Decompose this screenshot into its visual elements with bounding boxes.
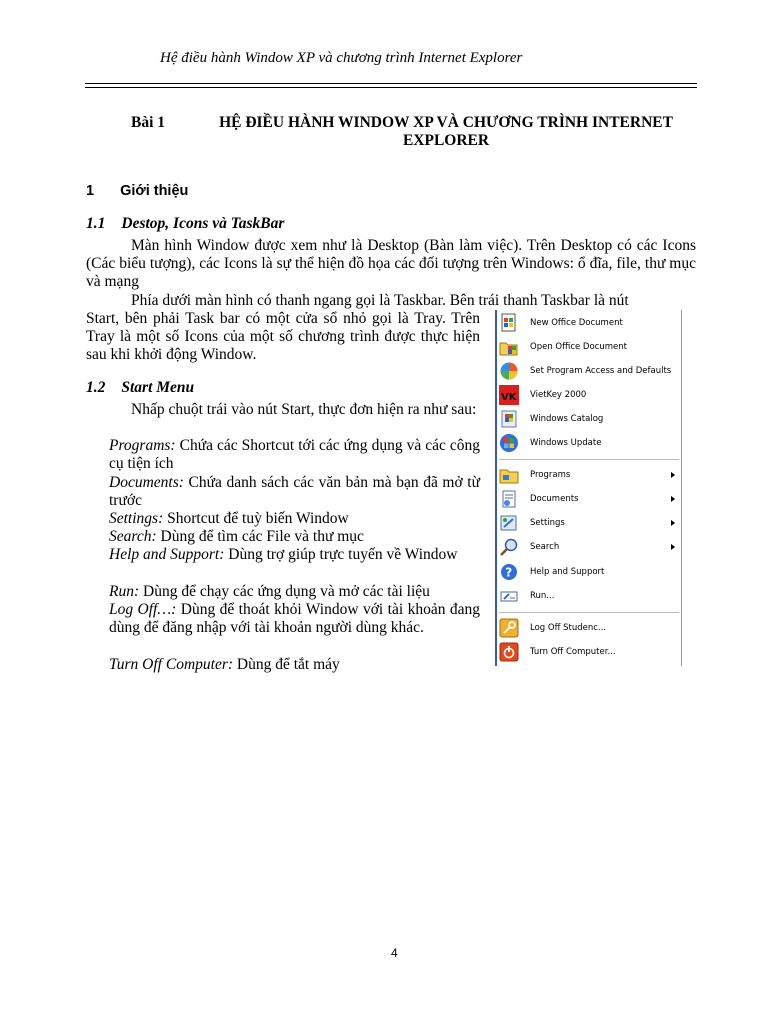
windows-catalog-icon [499,409,519,429]
definition-run [109,583,480,601]
header-rule-top [85,83,697,84]
menu-item-label: Search [530,542,560,552]
menu-item-search[interactable] [499,536,679,558]
definition-search [109,528,480,546]
page-number: 4 [391,946,398,960]
submenu-arrow-icon [671,544,675,550]
menu-right-border [681,310,682,666]
office-new-icon [499,313,519,333]
subsection-heading-1-2 [86,379,194,397]
submenu-arrow-icon [671,520,675,526]
definition-logoff [109,601,480,637]
definition-desc: Shortcut để tuỳ biến Window [167,510,349,527]
definition-term: Turn Off Computer: [109,656,234,673]
menu-item-windows-catalog[interactable] [499,408,679,430]
definition-desc: Dùng để thoát khỏi Window với tài khoản đang dùng để đăng nhập với tài khoản người dùng khác. [109,601,481,637]
menu-item-vietkey[interactable] [499,384,679,406]
logoff-key-icon [499,618,519,638]
menu-separator [499,459,679,460]
definition-term: Search: [109,528,157,545]
help-icon [499,562,519,582]
svg-text:VK: VK [501,392,517,403]
definition-term: Help and Support: [109,546,225,563]
paragraph-desktop: Màn hình Window được xem như là Desktop (Bàn làm việc). Trên Desktop có các Icons (Các biểu tượng), các Icons là sự thể hiện đồ họa các đối tượng trên Windows: ổ đĩa, file, thư mục và mạng [86,237,696,291]
menu-left-border [495,310,497,666]
definition-term: Log Off…: [109,601,177,618]
definition-help [109,546,480,564]
menu-item-documents[interactable] [499,488,679,510]
run-icon [499,586,519,606]
menu-item-log-off[interactable] [499,617,679,639]
svg-text:?: ? [505,565,513,580]
menu-item-label: Turn Off Computer... [530,647,616,657]
definition-desc: Dùng để tìm các File và thư mục [160,528,364,545]
menu-item-label: Documents [530,494,579,504]
definition-term: Settings: [109,510,164,527]
menu-item-open-office-document[interactable] [499,336,679,358]
definition-turnoff [109,656,480,674]
menu-item-windows-update[interactable] [499,432,679,454]
definition-term: Programs: [109,437,176,454]
definition-desc: Dùng để chạy các ứng dụng và mở các tài liệu [143,583,430,600]
subsection-title: Start Menu [121,379,195,396]
lesson-title [196,114,696,150]
section-heading-1 [86,183,188,199]
definition-documents [109,474,480,510]
definition-programs [109,437,480,473]
subsection-number: 1.2 [86,379,106,396]
office-open-icon [499,337,519,357]
menu-item-label: Log Off Studenc... [530,623,607,633]
subsection-title: Destop, Icons và TaskBar [121,215,285,232]
definition-desc: Dùng để tắt máy [236,656,340,673]
paragraph-taskbar-line1: Phía dưới màn hình có thanh ngang gọi là Taskbar. Bên trái thanh Taskbar là nút [131,292,629,309]
menu-item-run[interactable] [499,585,679,607]
menu-separator [499,612,679,613]
menu-item-set-program-access[interactable] [499,360,679,382]
windows-update-icon [499,433,519,453]
menu-item-label: Windows Update [530,438,602,448]
menu-item-help-support[interactable] [499,561,679,583]
definition-term: Run: [109,583,140,600]
menu-item-label: VietKey 2000 [530,390,587,400]
menu-item-label: Programs [530,470,571,480]
menu-item-new-office-document[interactable] [499,312,679,334]
power-icon [499,642,519,662]
lesson-title-line1: HỆ ĐIỀU HÀNH WINDOW XP VÀ CHƯƠNG TRÌNH INTERNET [219,114,673,131]
definition-settings [109,510,480,528]
menu-item-label: Windows Catalog [530,414,604,424]
submenu-arrow-icon [671,472,675,478]
menu-item-label: Help and Support [530,567,605,577]
definition-term: Documents: [109,474,184,491]
menu-item-label: New Office Document [530,318,623,328]
definition-desc: Chứa danh sách các văn bản mà bạn đã mở từ trước [109,474,481,510]
menu-item-programs[interactable] [499,464,679,486]
menu-item-settings[interactable] [499,512,679,534]
paragraph-taskbar-rest: Start, bên phải Task bar có một cửa sổ nhỏ gọi là Tray. Trên Tray là một số Icons của một số chương trình được thực hiện sau khi khởi động Window. [86,310,480,364]
start-menu-screenshot [495,310,682,666]
definition-desc: Dùng trợ giúp trực tuyến về Window [228,546,458,563]
running-header: Hệ điều hành Window XP và chương trình Internet Explorer [160,50,523,66]
submenu-arrow-icon [671,496,675,502]
header-rule-bottom [85,87,697,88]
menu-item-turn-off[interactable] [499,641,679,663]
menu-item-label: Settings [530,518,565,528]
menu-item-label: Set Program Access and Defaults [530,366,672,376]
search-icon [499,537,519,557]
definition-desc: Chứa các Shortcut tới các ứng dụng và các công cụ tiện ích [109,437,481,473]
vietkey-icon [499,385,519,405]
documents-icon [499,489,519,509]
subsection-number: 1.1 [86,215,106,232]
settings-icon [499,513,519,533]
lesson-label: Bài 1 [131,114,166,131]
menu-item-label: Run... [530,591,555,601]
paragraph-startmenu-intro: Nhấp chuột trái vào nút Start, thực đơn hiện ra như sau: [131,401,477,418]
programs-folder-icon [499,465,519,485]
lesson-title-line2: EXPLORER [402,132,490,149]
section-title: Giới thiệu [120,183,189,199]
section-number: 1 [86,183,95,199]
subsection-heading-1-1 [86,215,284,233]
program-defaults-icon [499,361,519,381]
menu-item-label: Open Office Document [530,342,627,352]
